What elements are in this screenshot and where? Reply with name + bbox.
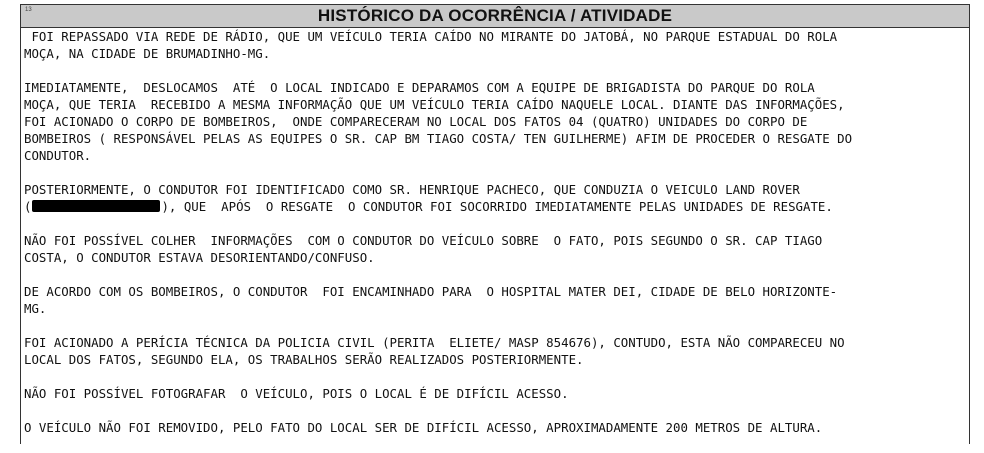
- text-line: MOÇA, QUE TERIA RECEBIDO A MESMA INFORMAÇÃO QUE UM VEÍCULO TERIA CAÍDO NAQUELE LOCAL. DIANTE DAS INFORMAÇÕES,: [24, 97, 845, 112]
- text-line: O VEÍCULO NÃO FOI REMOVIDO, PELO FATO DO LOCAL SER DE DIFÍCIL ACESSO, APROXIMADAMENTE 200 METROS DE ALTURA.: [24, 420, 823, 435]
- text-line: BOMBEIROS ( RESPONSÁVEL PELAS AS EQUIPES O SR. CAP BM TIAGO COSTA/ TEN GUILHERME) AFIM DE PROCEDER O RESGATE DO: [24, 131, 853, 146]
- text-fragment: ), QUE APÓS O RESGATE O CONDUTOR FOI SOCORRIDO IMEDIATAMENTE PELAS UNIDADES DE RESGATE.: [161, 199, 833, 214]
- text-line: MG.: [24, 301, 47, 316]
- paragraph-8: [24, 419, 968, 436]
- paragraph-4: [24, 232, 968, 266]
- text-line-redacted: [24, 198, 968, 215]
- text-line: MOÇA, NA CIDADE DE BRUMADINHO-MG.: [24, 46, 271, 61]
- paragraph-5: [24, 283, 968, 317]
- text-fragment: (: [24, 199, 32, 214]
- paragraph-3: [24, 181, 968, 215]
- text-line: NÃO FOI POSSÍVEL COLHER INFORMAÇÕES COM O CONDUTOR DO VEÍCULO SOBRE O FATO, POIS SEGUNDO O SR. CAP TIAGO: [24, 233, 823, 248]
- text-line: FOI REPASSADO VIA REDE DE RÁDIO, QUE UM VEÍCULO TERIA CAÍDO NO MIRANTE DO JATOBÁ, NO PARQUE ESTADUAL DO ROLA: [24, 29, 838, 44]
- text-line: DE ACORDO COM OS BOMBEIROS, O CONDUTOR FOI ENCAMINHADO PARA O HOSPITAL MATER DEI, CIDADE DE BELO HORIZONTE-: [24, 284, 838, 299]
- text-line: FOI ACIONADO O CORPO DE BOMBEIROS, ONDE COMPARECERAM NO LOCAL DOS FATOS 04 (QUATRO) UNIDADES DO CORPO DE: [24, 114, 808, 129]
- text-line: LOCAL DOS FATOS, SEGUNDO ELA, OS TRABALHOS SERÃO REALIZADOS POSTERIORMENTE.: [24, 352, 584, 367]
- text-line: COSTA, O CONDUTOR ESTAVA DESORIENTANDO/CONFUSO.: [24, 250, 375, 265]
- text-line: CONDUTOR.: [24, 148, 92, 163]
- paragraph-7: [24, 385, 968, 402]
- paragraph-1: [24, 28, 968, 62]
- text-line: FOI ACIONADO A PERÍCIA TÉCNICA DA POLICIA CIVIL (PERITA ELIETE/ MASP 854676), CONTUDO, ESTA NÃO COMPARECEU NO: [24, 335, 845, 350]
- text-line: POSTERIORMENTE, O CONDUTOR FOI IDENTIFICADO COMO SR. HENRIQUE PACHECO, QUE CONDUZIA O VEICULO LAND ROVER: [24, 182, 800, 197]
- redaction-bar: [32, 200, 160, 212]
- occurrence-history-box: [20, 4, 970, 444]
- paragraph-2: [24, 79, 968, 164]
- text-line: IMEDIATAMENTE, DESLOCAMOS ATÉ O LOCAL INDICADO E DEPARAMOS COM A EQUIPE DE BRIGADISTA DO PARQUE DO ROLA: [24, 80, 815, 95]
- section-header: [21, 5, 969, 28]
- section-title: HISTÓRICO DA OCORRÊNCIA / ATIVIDADE: [317, 6, 673, 25]
- history-text: [24, 28, 968, 453]
- paragraph-6: [24, 334, 968, 368]
- text-line: NÃO FOI POSSÍVEL FOTOGRAFAR O VEÍCULO, POIS O LOCAL É DE DIFÍCIL ACESSO.: [24, 386, 569, 401]
- corner-mark: 13: [25, 7, 32, 13]
